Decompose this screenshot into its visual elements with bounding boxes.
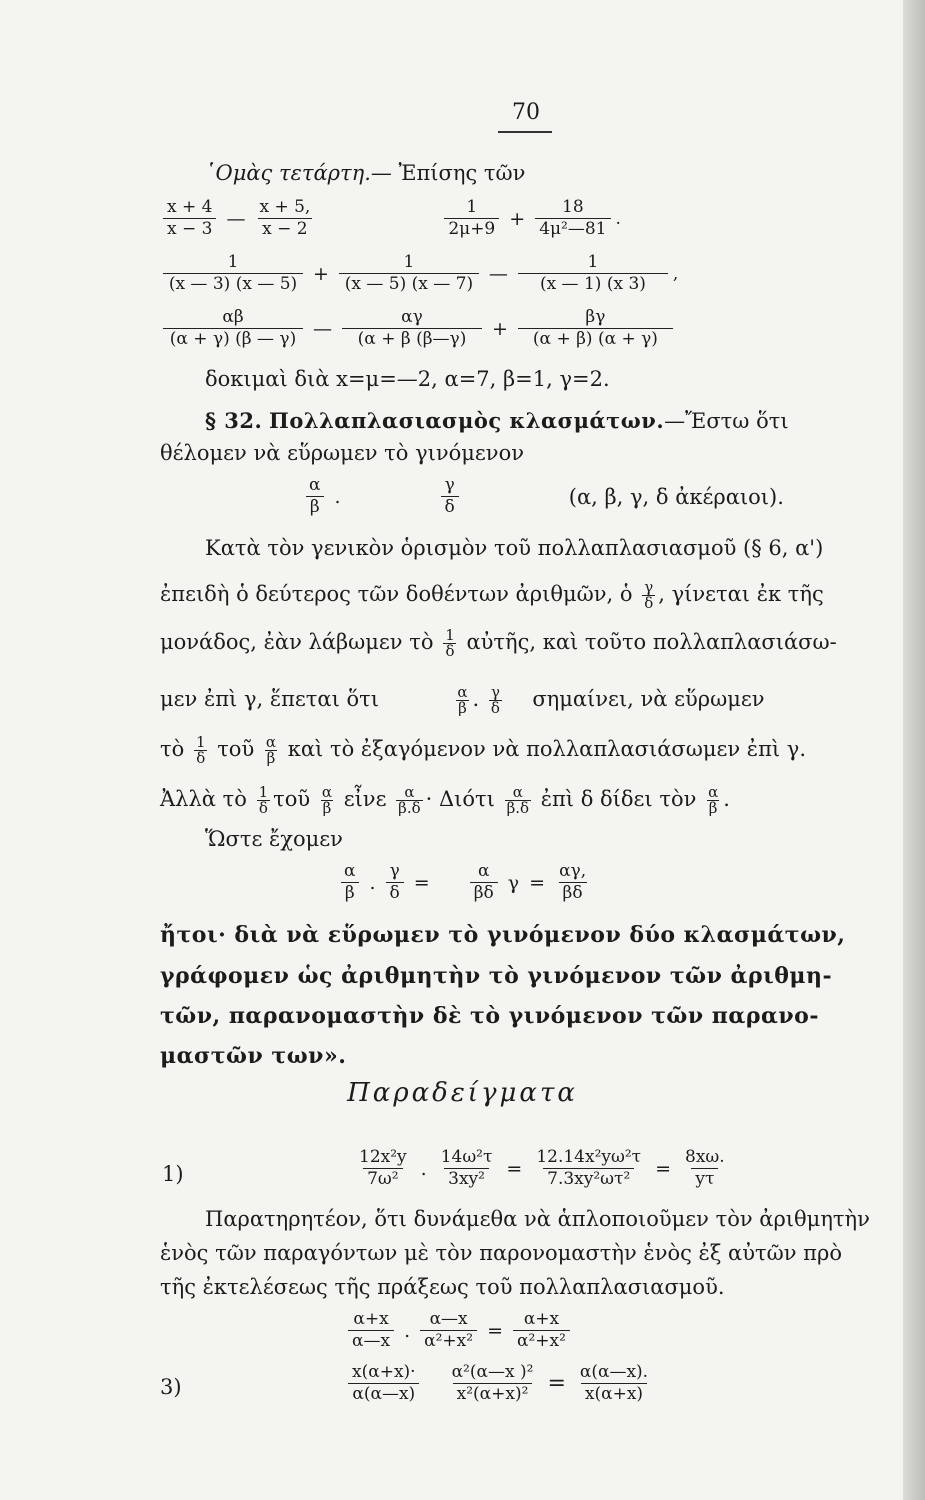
fraction: $\frac{\alpha}{\beta\delta}$ bbox=[470, 862, 498, 903]
fraction: $\frac{\text{α²(α—x )²}}{\text{x²(α+x)²}}$ bbox=[451, 1362, 534, 1404]
body-line: Ὥστε ἔχομεν bbox=[205, 827, 343, 851]
example-label: 1) bbox=[162, 1162, 184, 1186]
fraction: $\frac{1}{2\mu+9}$ bbox=[444, 198, 499, 239]
check-values-line: δοκιμαὶ διὰ x=μ=—2, α=7, β=1, γ=2. bbox=[205, 367, 610, 391]
fraction: $\frac{\text{14ω²τ}}{\text{3xy²}}$ bbox=[440, 1147, 493, 1189]
rule-line: γράφομεν ὡς ἀριθμητὴν τὸ γινόμενον τῶν ἀριθμη- bbox=[160, 963, 833, 989]
operator: — bbox=[226, 207, 246, 230]
operator: + bbox=[492, 317, 508, 340]
operator: + bbox=[509, 207, 526, 230]
group-heading-line bbox=[205, 160, 525, 186]
section-heading-line bbox=[205, 408, 789, 434]
fraction: $\frac{\gamma}{\delta}$ bbox=[386, 862, 404, 903]
fraction: $\frac{\gamma}{\delta}$ bbox=[441, 476, 459, 517]
fraction: $\frac{\alpha}{\beta}$ bbox=[305, 476, 324, 517]
exercise-expression-2 bbox=[158, 253, 678, 294]
rule-line: τῶν, παρανομαστὴν δὲ τὸ γινόμενον τῶν παρανο- bbox=[160, 1003, 819, 1029]
page-number-rule bbox=[498, 131, 552, 133]
example-label: 3) bbox=[160, 1375, 182, 1399]
body-line: θέλομεν νὰ εὕρωμεν τὸ γινόμενον bbox=[160, 441, 524, 465]
fraction: $\frac{\text{12.14x²yω²τ}}{\text{7.3xy²ωτ²}}$ bbox=[536, 1147, 642, 1189]
body-line: Ἀλλὰ τὸ $\frac{1}{\delta}$ τοῦ $\frac{\alpha}{\beta}$ εἶνε $\frac{\alpha}{\beta.\delta}$ · Διότι $\frac{\alpha}{\beta.\delta}$ ἐπὶ δ δίδει τὸν $\frac{\alpha}{\beta}$ . bbox=[160, 783, 730, 817]
fraction: $\frac{\alpha}{\beta}$ bbox=[340, 862, 359, 903]
group-heading-tail: Ἐπίσης τῶν bbox=[398, 161, 526, 185]
body-line: μεν ἐπὶ γ, ἕπεται ὅτι $\frac{\alpha}{\beta}$ . $\frac{\gamma}{\delta}$ σημαίνει, νὰ εὕρωμεν bbox=[160, 683, 765, 717]
body-line: Κατὰ τὸν γενικὸν ὁρισμὸν τοῦ πολλαπλασιασμοῦ (§ 6, α') bbox=[205, 536, 824, 560]
fraction: $\frac{x(\alpha+x)\cdot}{\alpha(\alpha—x)}$ bbox=[348, 1363, 420, 1404]
operator: + bbox=[313, 262, 329, 285]
expression-tail: . bbox=[615, 208, 621, 229]
operator: . bbox=[334, 485, 341, 508]
fraction: $\frac{1}{(x — 1) (x 3)}$ bbox=[518, 253, 668, 294]
fraction: $\frac{\alpha\gamma}{(\alpha + \beta (\beta—\gamma)}$ bbox=[342, 308, 482, 349]
page-edge bbox=[903, 0, 925, 1500]
examples-heading: Παραδείγματα bbox=[347, 1078, 578, 1108]
fraction: $\frac{\alpha+x}{\alpha—x}$ bbox=[348, 1310, 394, 1351]
product-expression bbox=[300, 476, 784, 517]
section-number: § 32. bbox=[205, 408, 263, 433]
operator: — bbox=[488, 262, 508, 285]
body-line: ἐπειδὴ ὁ δεύτερος τῶν δοθέντων ἀριθμῶν, ὁ $\frac{\gamma}{\delta}$ , γίνεται ἐκ τῆς bbox=[160, 578, 824, 612]
integer-note: (α, β, γ, δ ἀκέραιοι). bbox=[568, 484, 784, 509]
operator: — bbox=[313, 317, 332, 340]
fraction: $\frac{1}{(x — 3) (x — 5)}$ bbox=[163, 253, 303, 294]
fraction: $\frac{\beta\gamma}{(\alpha + \beta) (\alpha + \gamma)}$ bbox=[518, 308, 673, 349]
page-number: 70 bbox=[512, 100, 540, 125]
example-formula-1: $\frac{\text{12x²y}}{\text{7ω²}}$ . $\frac{\text{14ω²τ}}{\text{3xy²}}$ = $\frac{\text{12.14x²yω²τ}}{\text{7.3xy²ωτ²}}$ = $\frac{8x\omega.}{y\tau}$ bbox=[350, 1148, 734, 1189]
expression-tail: , bbox=[672, 263, 679, 284]
section-title: Πολλαπλασιασμὸς κλασμάτων. bbox=[269, 408, 665, 433]
fraction: $\frac{\alpha\gamma,}{\beta\delta}$ bbox=[559, 861, 587, 903]
fraction: $\frac{\alpha\beta}{(\alpha + \gamma) (\beta — \gamma)}$ bbox=[163, 308, 303, 349]
fraction: $\frac{\alpha—x}{\text{α²+x²}}$ bbox=[420, 1310, 477, 1351]
example-formula-3: $\frac{x(\alpha+x)\cdot}{\alpha(\alpha—x)}$ $\frac{\text{α²(α—x )²}}{\text{x²(α+x)²}}$ = $\frac{\alpha(\alpha—x).}{x(\alpha+x)}$ bbox=[343, 1363, 657, 1404]
body-line: τὸ $\frac{1}{\delta}$ τοῦ $\frac{\alpha}{\beta}$ καὶ τὸ ἐξαγόμενον νὰ πολλαπλασιάσωμεν ἐπὶ γ. bbox=[160, 733, 807, 767]
fraction: $\frac{\alpha(\alpha—x).}{x(\alpha+x)}$ bbox=[579, 1362, 649, 1404]
body-line: τῆς ἐκτελέσεως τῆς πράξεως τοῦ πολλαπλασιασμοῦ. bbox=[160, 1275, 725, 1299]
fraction: $\frac{x + 4}{x - 3}$ bbox=[163, 198, 216, 239]
section-title-tail: —Ἔστω ὅτι bbox=[664, 409, 789, 433]
rule-line: μαστῶν των». bbox=[160, 1043, 347, 1069]
fraction: $\frac{\alpha+x}{\text{α²+x²}}$ bbox=[513, 1310, 570, 1351]
fraction: $\frac{x + 5,}{x - 2}$ bbox=[259, 197, 311, 239]
group-heading: ῾Ομὰς τετάρτη.— bbox=[205, 161, 392, 185]
fraction: $\frac{1}{(x — 5) (x — 7)}$ bbox=[339, 253, 479, 294]
example-formula-2: $\frac{\alpha+x}{\alpha—x}$ . $\frac{\alpha—x}{\text{α²+x²}}$ = $\frac{\alpha+x}{\text{α²+x²}}$ bbox=[343, 1310, 575, 1351]
fraction: $\frac{8x\omega.}{y\tau}$ bbox=[685, 1147, 725, 1189]
fraction: $\frac{\text{12x²y}}{\text{7ω²}}$ bbox=[359, 1147, 407, 1189]
body-line: μονάδος, ἐὰν λάβωμεν τὸ $\frac{1}{\delta}$ αὐτῆς, καὶ τοῦτο πολλαπλασιάσω- bbox=[160, 626, 837, 660]
body-line: Παρατηρητέον, ὅτι δυνάμεθα νὰ ἁπλοποιοῦμεν τὸν ἀριθμητὴν bbox=[205, 1207, 870, 1231]
rule-line: ἤτοι· διὰ νὰ εὕρωμεν τὸ γινόμενον δύο κλασμάτων, bbox=[160, 922, 846, 948]
result-formula: $\frac{\alpha}{\beta}$ . $\frac{\gamma}{\delta}$ = $\frac{\alpha}{\beta\delta}$ γ = $\frac{\alpha\gamma,}{\beta\delta}$ bbox=[335, 862, 595, 903]
body-line: ἑνὸς τῶν παραγόντων μὲ τὸν παρονομαστὴν ἑνὸς ἐξ αὐτῶν πρὸ bbox=[160, 1241, 842, 1265]
fraction: $\frac{18}{\text{4μ²—81}}$ bbox=[535, 198, 610, 239]
exercise-expression-3 bbox=[158, 308, 678, 349]
exercise-expression-1 bbox=[158, 198, 621, 239]
